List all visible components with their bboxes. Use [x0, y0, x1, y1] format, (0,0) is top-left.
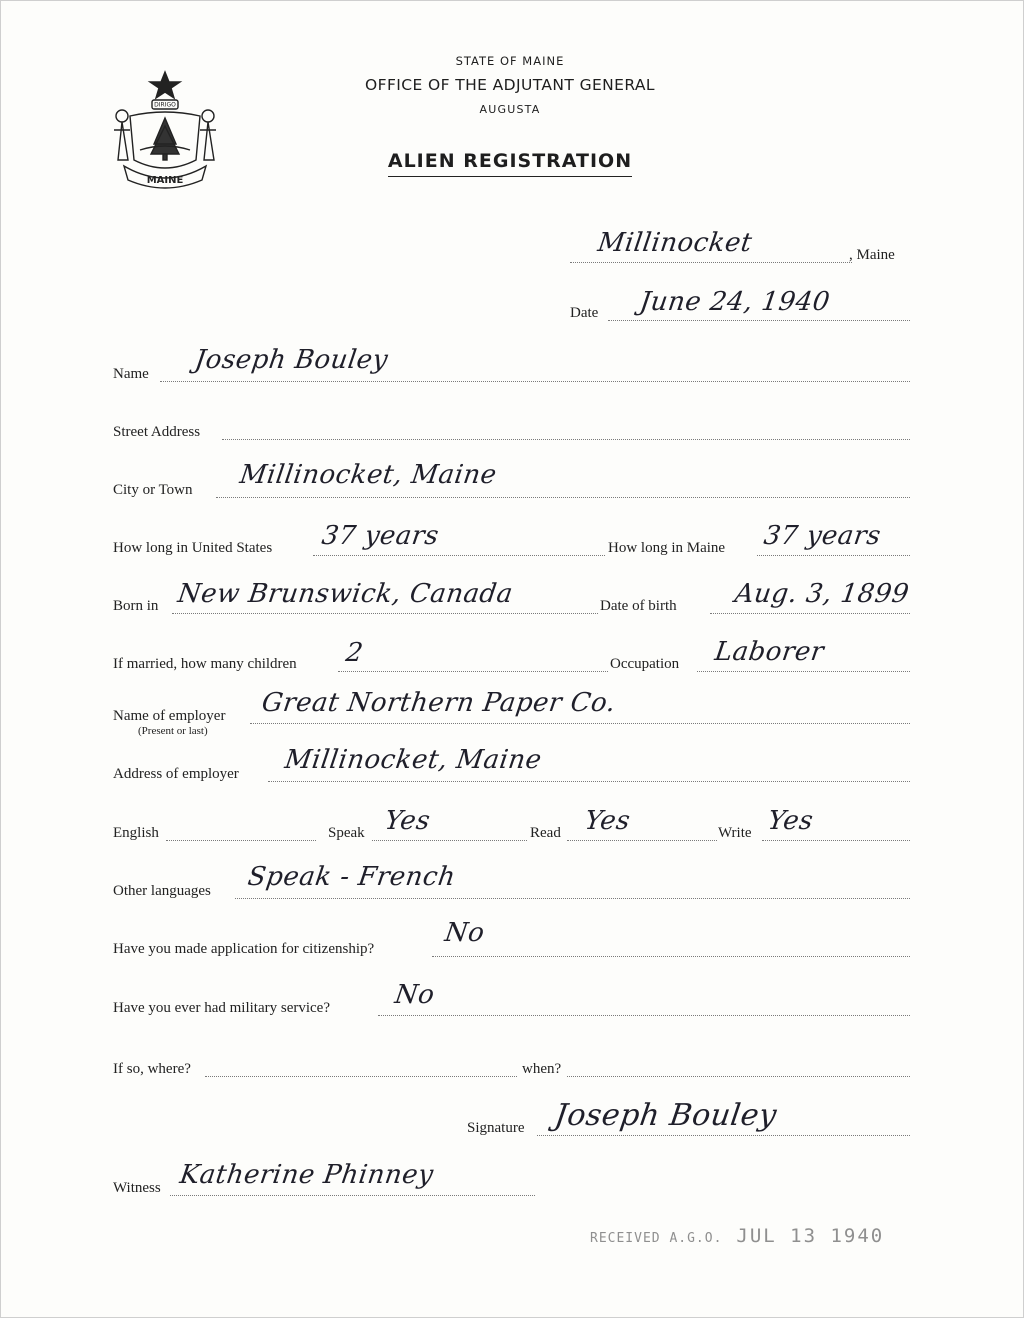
born-value[interactable]: New Brunswick, Canada	[175, 579, 515, 609]
speak-label: Speak	[328, 825, 365, 841]
city-value[interactable]: Millinocket, Maine	[237, 460, 499, 490]
town-value[interactable]: Millinocket	[595, 228, 755, 258]
write-line	[762, 840, 910, 841]
dob-line	[710, 613, 910, 614]
name-label: Name	[113, 366, 149, 382]
header-state: STATE OF MAINE	[455, 54, 565, 68]
form-title: ALIEN REGISTRATION	[300, 150, 720, 172]
dob-value[interactable]: Aug. 3, 1899	[732, 579, 912, 609]
when-label: when?	[522, 1061, 562, 1077]
read-label: Read	[530, 825, 561, 841]
where-line	[205, 1076, 517, 1077]
when-line	[567, 1076, 910, 1077]
city-label: City or Town	[113, 482, 193, 498]
employer-address-label: Address of employer	[113, 766, 239, 782]
employer-label: Name of employer	[113, 708, 226, 724]
children-label: If married, how many children	[113, 656, 297, 672]
header-office: OFFICE OF THE ADJUTANT GENERAL	[365, 76, 655, 94]
children-line	[338, 671, 608, 672]
read-line	[567, 840, 717, 841]
city-line	[216, 497, 910, 498]
occupation-line	[697, 671, 910, 672]
date-label: Date	[570, 305, 599, 321]
signature-value[interactable]: Joseph Bouley	[552, 1098, 779, 1133]
maine-state-seal	[110, 68, 220, 193]
us-duration-value[interactable]: 37 years	[319, 521, 441, 551]
other-languages-line	[235, 898, 910, 899]
street-label: Street Address	[113, 424, 201, 440]
employer-line	[250, 723, 910, 724]
seal-banner: MAINE	[146, 175, 184, 186]
speak-line	[372, 840, 527, 841]
read-value[interactable]: Yes	[582, 806, 633, 836]
employer-address-line	[268, 781, 910, 782]
write-label: Write	[718, 825, 752, 841]
witness-value[interactable]: Katherine Phinney	[177, 1160, 436, 1190]
write-value[interactable]: Yes	[765, 806, 816, 836]
citizenship-value[interactable]: No	[442, 918, 487, 948]
maine-duration-value[interactable]: 37 years	[761, 521, 883, 551]
other-languages-value[interactable]: Speak - French	[245, 862, 458, 892]
other-languages-label: Other languages	[113, 883, 211, 899]
occupation-value[interactable]: Laborer	[712, 637, 826, 667]
occupation-label: Occupation	[610, 656, 680, 672]
us-duration-label: How long in United States	[113, 540, 273, 556]
town-suffix: , Maine	[849, 247, 895, 263]
speak-value[interactable]: Yes	[382, 806, 433, 836]
employer-value[interactable]: Great Northern Paper Co.	[259, 688, 618, 718]
header-city: AUGUSTA	[479, 103, 541, 116]
us-duration-line	[313, 555, 605, 556]
date-line	[608, 320, 910, 321]
signature-line	[537, 1135, 910, 1136]
street-line	[222, 439, 910, 440]
children-value[interactable]: 2	[343, 638, 366, 668]
maine-duration-line	[757, 555, 910, 556]
stamp-date: JUL 13 1940	[736, 1225, 885, 1247]
town-line	[570, 262, 852, 263]
seal-motto: DIRIGO	[154, 101, 176, 109]
where-label: If so, where?	[113, 1061, 191, 1077]
name-line	[160, 381, 910, 382]
born-line	[172, 613, 598, 614]
citizenship-label: Have you made application for citizenship?	[113, 941, 375, 957]
stamp-received: RECEIVED A.G.O.	[590, 1231, 723, 1246]
date-value[interactable]: June 24, 1940	[637, 287, 832, 317]
born-label: Born in	[113, 598, 159, 614]
military-value[interactable]: No	[392, 980, 437, 1010]
name-value[interactable]: Joseph Bouley	[192, 345, 390, 375]
maine-duration-label: How long in Maine	[608, 540, 726, 556]
english-label: English	[113, 825, 159, 841]
signature-label: Signature	[467, 1120, 525, 1136]
employer-sublabel: (Present or last)	[138, 725, 208, 737]
witness-label: Witness	[113, 1180, 161, 1196]
witness-line	[170, 1195, 535, 1196]
employer-address-value[interactable]: Millinocket, Maine	[282, 745, 544, 775]
received-stamp	[590, 1225, 884, 1247]
english-line	[166, 840, 316, 841]
military-label: Have you ever had military service?	[113, 1000, 330, 1016]
citizenship-line	[432, 956, 910, 957]
military-line	[378, 1015, 910, 1016]
dob-label: Date of birth	[600, 598, 677, 614]
